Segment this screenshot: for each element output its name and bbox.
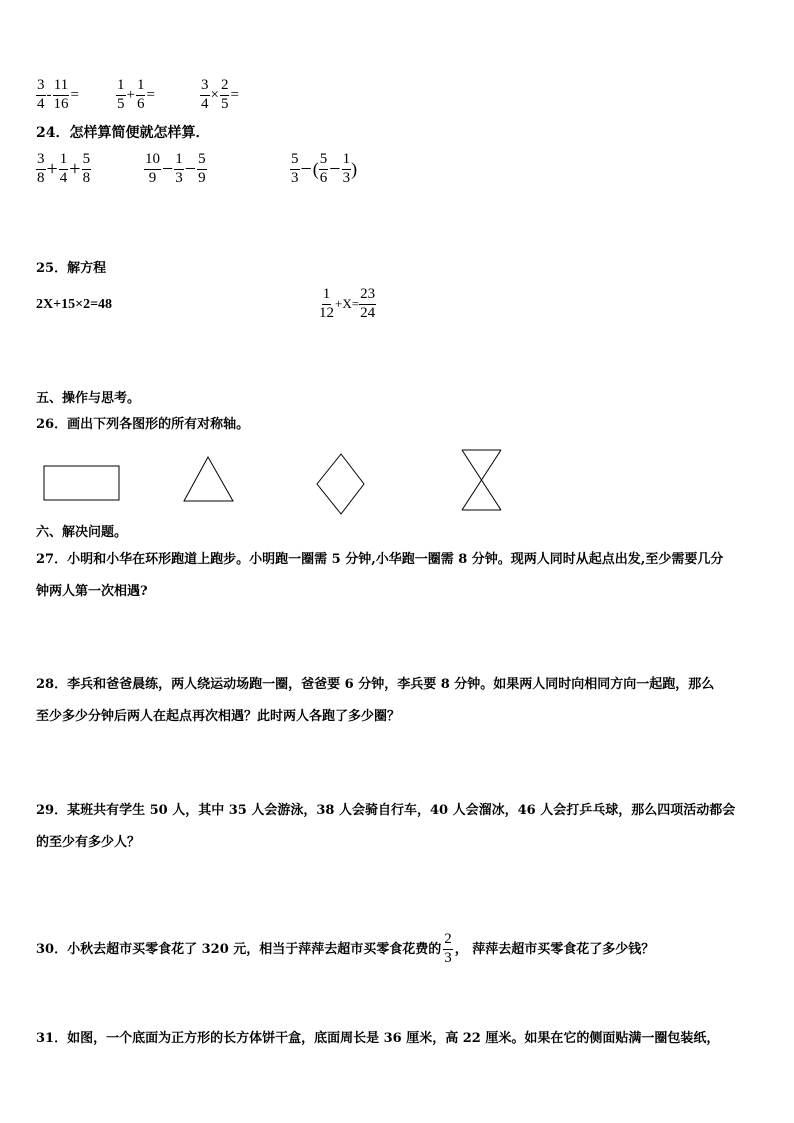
fraction: $\frac{5}{3}$ — [291, 151, 299, 186]
fraction: $\frac{5}{8}$ — [82, 151, 91, 186]
question-30-text-before: 30．小秋去超市买零食花了 320 元，相当于萍萍去超市买零食花费的 — [36, 941, 442, 957]
right-paren: ) — [351, 158, 358, 179]
fraction: $\frac{1}{4}$ — [59, 151, 68, 186]
fraction: $\frac{3}{4}$ — [201, 77, 209, 112]
operator: × — [210, 86, 219, 103]
question-24-title: 24．怎样算简便就怎样算． — [36, 125, 210, 141]
fraction: $\frac{10}{9}$ — [145, 151, 160, 186]
question-28-line1: 28．李兵和爸爸晨练，两人绕运动场跑一圈，爸爸要 6 分钟，李兵要 8 分钟。如果两人同时向相同方向一起跑，那么 — [36, 677, 715, 692]
question-27-line2: 钟两人第一次相遇? — [36, 584, 148, 599]
equals: = — [70, 86, 79, 103]
expr-23-2 — [116, 78, 156, 113]
operator: − — [184, 157, 197, 180]
question-26: 26．画出下列各图形的所有对称轴。 — [36, 417, 250, 432]
equals: = — [146, 86, 155, 103]
question-27-line1: 27．小明和小华在环形跑道上跑步。小明跑一圈需 5 分钟,小华跑一圈需 8 分钟。现两人同时从起点出发,至少需要几分 — [36, 552, 724, 567]
question-25-title: 25．解方程 — [36, 261, 107, 276]
left-paren: ( — [312, 158, 319, 179]
equation-middle: +X= — [335, 296, 360, 312]
expr-24-3 — [290, 152, 357, 187]
fraction: $\frac{1}{6}$ — [136, 77, 145, 112]
shapes-figure — [40, 446, 520, 516]
question-31-line1: 31．如图，一个底面为正方形的长方体饼干盒，底面周长是 36 厘米，高 22 厘米。如果在它的侧面贴满一圈包装纸， — [36, 1031, 720, 1046]
fraction: $\frac{3}{4}$ — [37, 77, 45, 112]
triangle-shape — [184, 457, 233, 501]
operator: - — [46, 86, 52, 103]
operator: − — [329, 157, 341, 180]
fraction: $\frac{2}{5}$ — [220, 77, 229, 112]
section-six-heading: 六、解决问题。 — [36, 525, 128, 540]
fraction: $\frac{23}{24}$ — [360, 286, 376, 321]
operator: − — [300, 157, 312, 180]
fraction: $\frac{1}{12}$ — [319, 286, 334, 321]
fraction: $\frac{2}{3}$ — [444, 931, 452, 966]
fraction: $\frac{11}{16}$ — [53, 77, 69, 112]
hourglass-shape — [462, 450, 501, 510]
fraction: $\frac{5}{6}$ — [319, 151, 328, 186]
equation-2 — [318, 287, 376, 322]
question-30-text-after: ， 萍萍去超市买零食花了多少钱？ — [454, 941, 655, 957]
expr-24-1 — [36, 152, 91, 187]
question-29-line2: 的至少有多少人？ — [36, 835, 141, 850]
question-30 — [36, 932, 654, 967]
operator: + — [126, 86, 135, 103]
operator: + — [46, 157, 58, 180]
expr-24-2 — [144, 152, 207, 187]
operator: − — [162, 157, 174, 180]
expr-23-1 — [36, 78, 80, 113]
fraction: $\frac{5}{9}$ — [198, 151, 206, 186]
equation-1: 2X+15×2=48 — [36, 297, 113, 312]
question-29-line1: 29．某班共有学生 50 人，其中 35 人会游泳，38 人会骑自行车，40 人会溜冰，46 人会打乒乓球，那么四项活动都会 — [36, 803, 736, 818]
expr-23-3 — [200, 78, 240, 113]
equals: = — [230, 86, 239, 103]
question-28-line2: 至少多少分钟后两人在起点再次相遇？此时两人各跑了多少圈？ — [36, 709, 401, 724]
fraction: $\frac{1}{5}$ — [117, 77, 125, 112]
fraction: $\frac{3}{8}$ — [37, 151, 45, 186]
fraction: $\frac{1}{3}$ — [175, 151, 183, 186]
rectangle-shape — [44, 466, 119, 500]
section-five-heading: 五、操作与思考。 — [36, 391, 141, 406]
fraction: $\frac{1}{3}$ — [342, 151, 351, 186]
operator: + — [69, 157, 81, 180]
rhombus-shape — [317, 454, 364, 514]
